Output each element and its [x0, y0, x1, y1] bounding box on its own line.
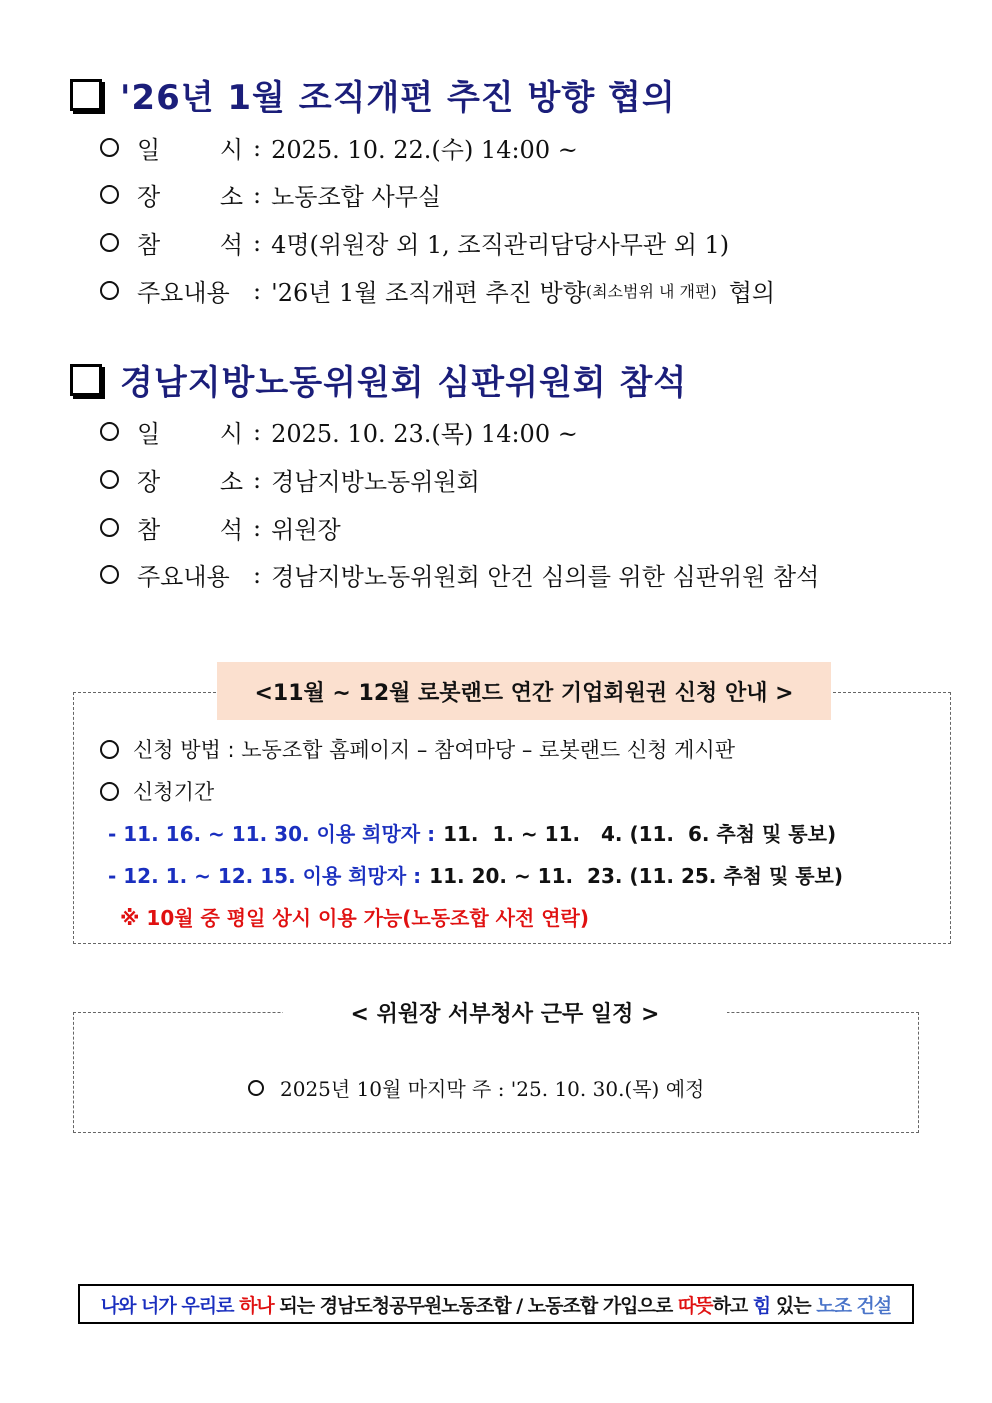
circle-bullet-icon: [100, 740, 119, 759]
date-value: 2025. 10. 23.(목) 14:00 ~: [271, 420, 578, 448]
label-place: 장 소: [137, 183, 243, 211]
circle-bullet-icon: [100, 138, 119, 157]
place-value: 경남지방노동위원회: [271, 468, 480, 496]
circle-bullet-icon: [100, 185, 119, 204]
content-value: 경남지방노동위원회 안건 심의를 위한 심판위원 참석: [271, 563, 820, 591]
notice-period-label: 신청기간: [133, 780, 215, 804]
section2-content-line: 주요내용 : 경남지방노동위원회 안건 심의를 위한 심판위원 참석: [100, 557, 819, 592]
label-date: 일 시: [137, 136, 243, 164]
slogan-part: 하고: [712, 1294, 753, 1317]
section1-date-line: 일 시 : 2025. 10. 22.(수) 14:00 ~: [100, 130, 578, 165]
checkbox-square-icon: [70, 79, 102, 111]
section1-attendee-line: 참 석 : 4명(위원장 외 1, 조직관리담당사무관 외 1): [100, 225, 729, 260]
slogan-part: 하나: [239, 1294, 274, 1317]
circle-bullet-icon: [100, 281, 119, 300]
section2-place-line: 장 소 : 경남지방노동위원회: [100, 462, 480, 497]
period-hope: - 12. 1. ~ 12. 15. 이용 희망자 :: [108, 864, 422, 888]
slogan-banner: [78, 1284, 914, 1324]
schedule-line: [248, 1073, 704, 1102]
date-value: 2025. 10. 22.(수) 14:00 ~: [271, 136, 578, 164]
section2-attendee-line: 참 석 : 위원장: [100, 510, 341, 545]
notice-title: <11월 ~ 12월 로봇랜드 연간 기업회원권 신청 안내 >: [217, 662, 831, 720]
circle-bullet-icon: [100, 518, 119, 537]
section2-title-text: 경남지방노동위원회 심판위원회 참석: [120, 363, 688, 403]
notice-note: ※ 10월 중 평일 상시 이용 가능(노동조합 사전 연락): [120, 906, 590, 930]
slogan-part: 힘: [752, 1294, 771, 1317]
slogan-part: 따뜻: [677, 1294, 713, 1317]
attendee-value: 4명(위원장 외 1, 조직관리담당사무관 외 1): [271, 231, 730, 259]
label-attendee: 참 석: [137, 516, 243, 544]
section2-date-line: 일 시 : 2025. 10. 23.(목) 14:00 ~: [100, 414, 578, 449]
notice-period-row: [108, 860, 843, 889]
section1-title-text: '26년 1월 조직개편 추진 방향 협의: [120, 78, 676, 118]
section1-content-line: 주요내용 : '26년 1월 조직개편 추진 방향 (최소범위 내 개편) 협의: [100, 273, 775, 308]
slogan-part: 되는 경남도청공무원노동조합 / 노동조합 가입으로: [273, 1294, 678, 1317]
circle-bullet-icon: [100, 233, 119, 252]
slogan-part: 나와 너가 우리로: [100, 1294, 240, 1317]
section2-title: [70, 355, 687, 404]
label-date: 일 시: [137, 420, 243, 448]
period-dates: 11. 1. ~ 11. 4. (11. 6. 추첨 및 통보): [443, 822, 837, 846]
content-value-note: (최소범위 내 개편): [585, 282, 717, 301]
notice-method-line: [100, 734, 735, 764]
period-dates: 11. 20. ~ 11. 23. (11. 25. 추첨 및 통보): [429, 864, 844, 888]
label-content: 주요내용: [137, 563, 230, 591]
circle-bullet-icon: [248, 1080, 264, 1096]
circle-bullet-icon: [100, 422, 119, 441]
slogan-part: 노조 건설: [816, 1294, 892, 1317]
schedule-title: < 위원장 서부청사 근무 일정 >: [283, 992, 727, 1032]
attendee-value: 위원장: [271, 516, 341, 544]
checkbox-square-icon: [70, 364, 102, 396]
label-attendee: 참 석: [137, 231, 243, 259]
label-place: 장 소: [137, 468, 243, 496]
notice-period-row: [108, 818, 836, 847]
section1-title: [70, 70, 676, 119]
label-content: 주요내용: [137, 279, 230, 307]
schedule-line-text: 2025년 10월 마지막 주 : '25. 10. 30.(목) 예정: [280, 1077, 705, 1101]
circle-bullet-icon: [100, 565, 119, 584]
section1-place-line: 장 소 : 노동조합 사무실: [100, 177, 441, 212]
content-value-tail: 협의: [728, 279, 776, 307]
content-value: '26년 1월 조직개편 추진 방향: [271, 279, 586, 307]
period-hope: - 11. 16. ~ 11. 30. 이용 희망자 :: [108, 822, 436, 846]
circle-bullet-icon: [100, 470, 119, 489]
notice-method: 신청 방법 : 노동조합 홈페이지 – 참여마당 – 로봇랜드 신청 게시판: [133, 738, 735, 762]
slogan-part: 있는: [770, 1294, 817, 1317]
place-value: 노동조합 사무실: [271, 183, 442, 211]
circle-bullet-icon: [100, 782, 119, 801]
notice-period-label-line: [100, 776, 214, 806]
